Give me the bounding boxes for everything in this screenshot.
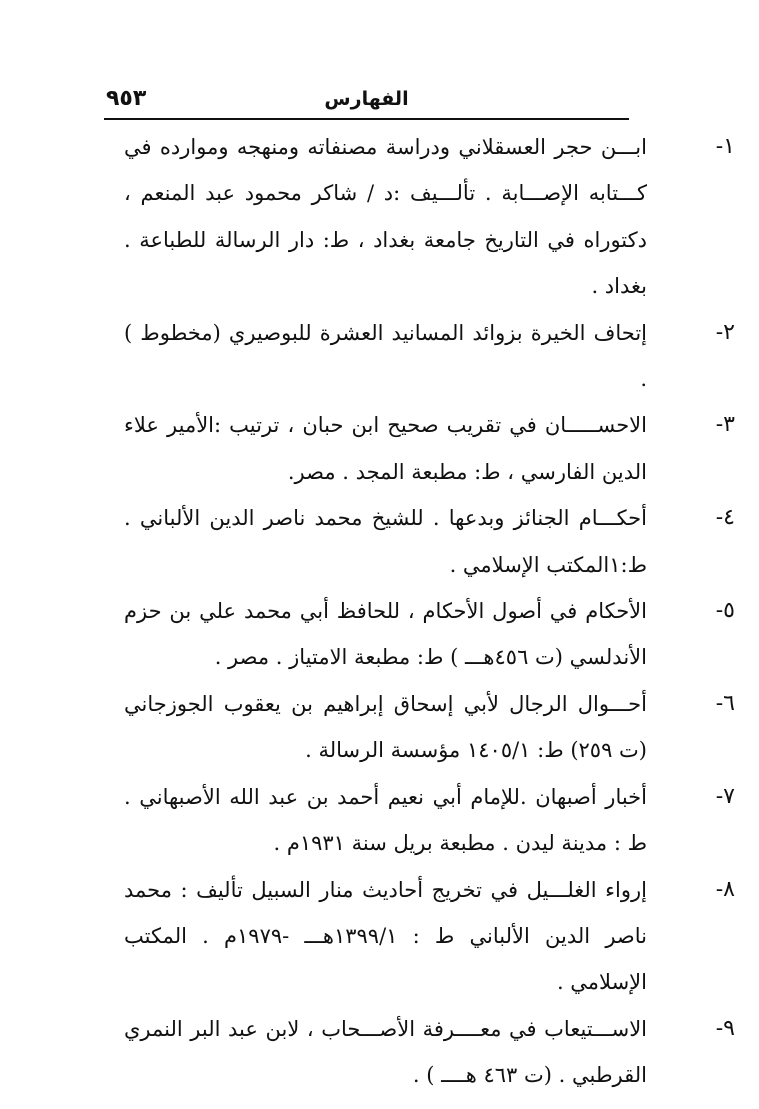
entry-text: الأحكام في أصول الأحكام ، للحافظ أبي محمد علي بن حزم الأندلسي (ت ٤٥٦هـــ ) ط: مطبعة الامتياز . مصر . [124,599,647,670]
bibliography-entry-3 [124,402,735,495]
entry-text: أحكـــام الجنائز وبدعها . للشيخ محمد ناصر الدين الألباني . ط:١المكتب الإسلامي . [124,506,647,577]
entry-number: ١- [715,134,735,159]
bibliography-entry-9 [124,1006,735,1099]
bibliography-entry-5 [124,588,735,681]
entry-text: أحـــوال الرجال لأبي إسحاق إبراهيم بن يعقوب الجوزجاني (ت ٢٥٩) ط: ١٤٠٥/١ مؤسسة الرسالة . [124,691,647,763]
page-header [104,86,629,120]
bibliography-entry-4 [124,495,735,588]
entry-number: ٣- [715,412,735,438]
entry-text: الاحســـــان في تقريب صحيح ابن حبان ، ترتيب :الأمير علاء الدين الفارسي ، ط: مطبعة المجد . مصر. [124,413,647,484]
entry-number: ٥- [715,598,735,624]
bibliography-list [124,124,735,1099]
entry-number: ٢- [715,319,735,345]
entry-text: الاســـتيعاب في معــــرفة الأصـــحاب ، لابن عبد البر النمري القرطبي . (ت ٤٦٣ هــــ ) . [124,1016,647,1088]
entry-text: إتحاف الخيرة بزوائد المسانيد العشرة للبوصيري (مخطوط ) . [124,320,647,392]
entry-text: إرواء الغلـــيل في تخريج أحاديث منار السبيل تأليف : محمد ناصر الدين الألباني ط : ١٣٩٩/١هـــ -١٩٧٩م . المكتب الإسلامي . [124,877,647,995]
bibliography-entry-7 [124,774,735,867]
page-number: ٩٥٣ [106,86,147,111]
bibliography-entry-8 [124,867,735,1006]
entry-number: ٧- [715,783,735,809]
entry-number: ٩- [715,1015,735,1041]
page-title: الفهارس [324,88,409,110]
entry-text: ابـــن حجر العسقلاني ودراسة مصنفاته ومنهجه وموارده في كـــتابه الإصـــابة . تألـــيف :د / شاكر محمود عبد المنعم ، دكتوراه في التاريخ جامعة بغداد ، ط: دار الرسالة للطباعة . بغداد . [124,135,647,299]
entry-text: أخبار أصبهان .للإمام أبي نعيم أحمد بن عبد الله الأصبهاني . ط : مدينة ليدن . مطبعة بريل سنة ١٩٣١م . [124,784,647,856]
entry-number: ٤- [715,505,735,531]
bibliography-entry-2 [124,310,735,403]
entry-number: ٦- [715,690,735,716]
entry-number: ٨- [715,876,735,902]
bibliography-entry-1 [124,124,735,310]
bibliography-entry-6 [124,681,735,774]
